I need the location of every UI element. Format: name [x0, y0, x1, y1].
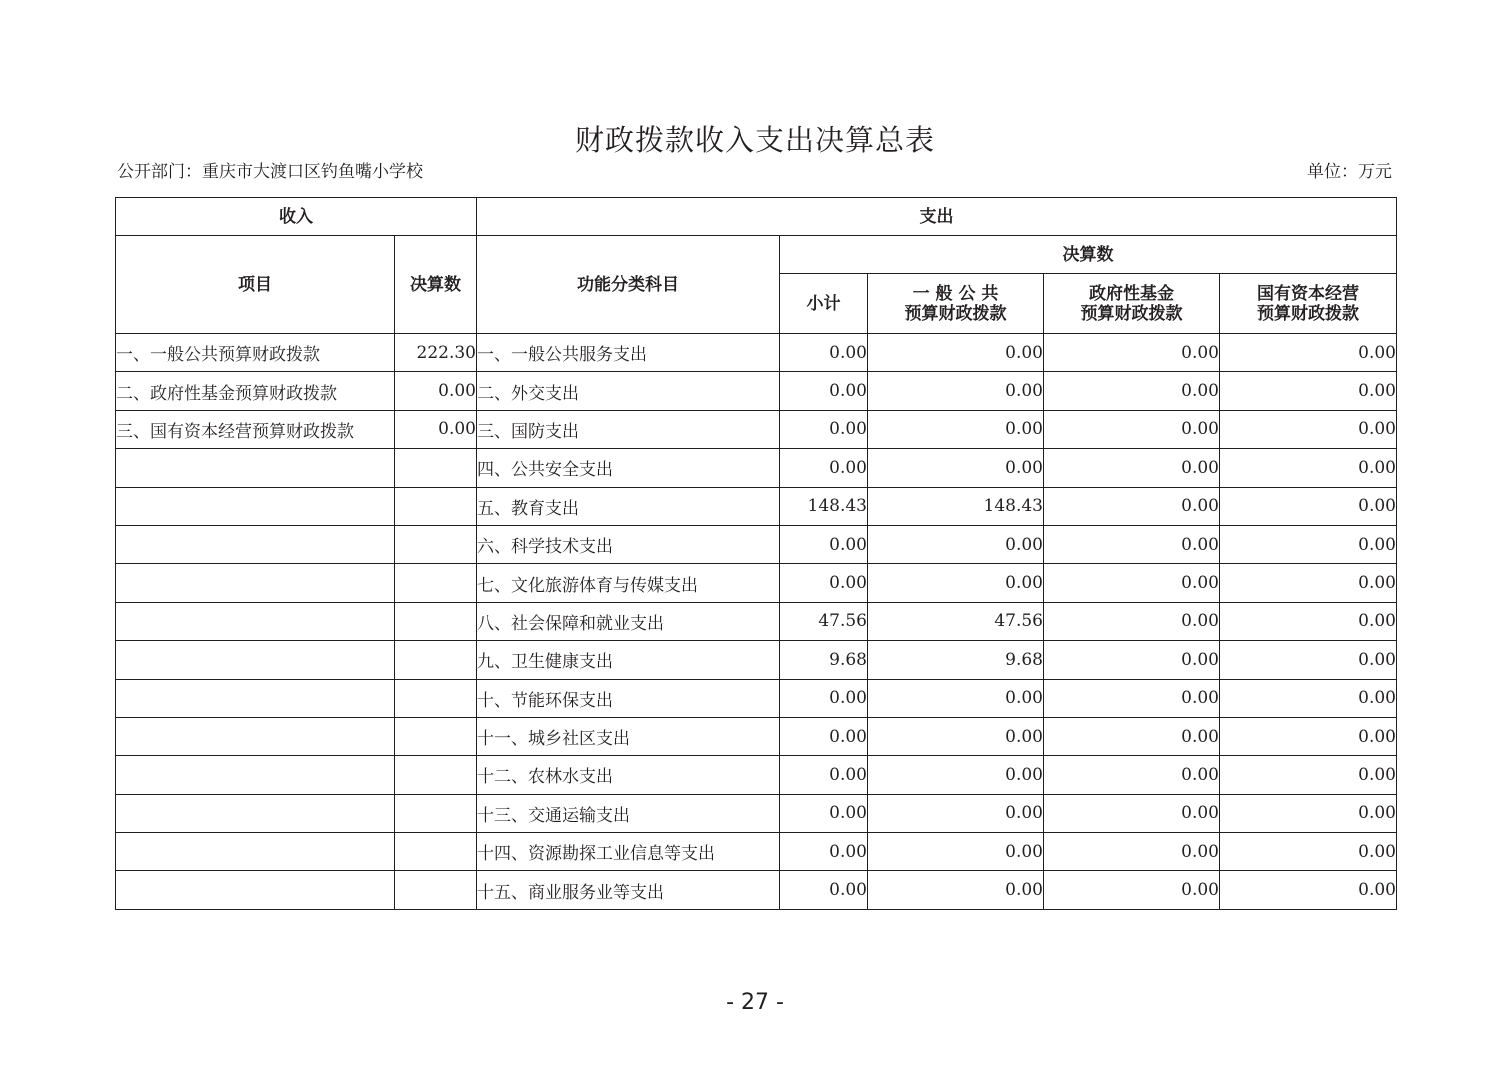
general-public-cell: 0.00: [868, 372, 1044, 410]
subtotal-cell: 0.00: [780, 679, 868, 717]
function-category-cell: 四、公共安全支出: [477, 449, 780, 487]
department-label: 公开部门：重庆市大渡口区钓鱼嘴小学校: [117, 162, 423, 182]
income-amount-cell: 0.00: [395, 372, 477, 410]
subtotal-cell: 0.00: [780, 871, 868, 909]
general-public-cell: 0.00: [868, 525, 1044, 563]
subtotal-cell: 148.43: [780, 487, 868, 525]
table-row: [116, 602, 1397, 640]
income-amount-cell: 0.00: [395, 410, 477, 448]
income-item-cell: [116, 602, 395, 640]
table-row: [116, 487, 1397, 525]
subtotal-cell: 0.00: [780, 717, 868, 755]
function-category-cell: 一、一般公共服务支出: [477, 334, 780, 372]
income-amount-cell: [395, 487, 477, 525]
function-category-cell: 十一、城乡社区支出: [477, 717, 780, 755]
gov-fund-header-line2: 预算财政拨款: [1080, 303, 1183, 324]
income-item-cell: 二、政府性基金预算财政拨款: [116, 372, 395, 410]
subtotal-cell: 47.56: [780, 602, 868, 640]
subtotal-header: 小计: [780, 274, 868, 334]
gov-fund-cell: 0.00: [1044, 717, 1220, 755]
state-capital-cell: 0.00: [1220, 564, 1397, 602]
function-category-cell: 七、文化旅游体育与传媒支出: [477, 564, 780, 602]
gov-fund-cell: 0.00: [1044, 641, 1220, 679]
function-category-cell: 十五、商业服务业等支出: [477, 871, 780, 909]
state-capital-cell: 0.00: [1220, 372, 1397, 410]
general-public-cell: 9.68: [868, 641, 1044, 679]
gov-fund-header: [1044, 274, 1220, 334]
gov-fund-cell: 0.00: [1044, 410, 1220, 448]
general-public-cell: 0.00: [868, 794, 1044, 832]
function-category-cell: 九、卫生健康支出: [477, 641, 780, 679]
income-item-cell: [116, 525, 395, 563]
income-amount-cell: [395, 679, 477, 717]
unit-label: 单位：万元: [1307, 162, 1392, 182]
gov-fund-cell: 0.00: [1044, 679, 1220, 717]
gov-fund-cell: 0.00: [1044, 602, 1220, 640]
income-amount-cell: [395, 794, 477, 832]
table-row: [116, 833, 1397, 871]
budget-table: [115, 197, 1397, 910]
general-public-header-line2: 预算财政拨款: [904, 303, 1007, 324]
function-category-cell: 三、国防支出: [477, 410, 780, 448]
general-public-cell: 0.00: [868, 717, 1044, 755]
table-row: [116, 641, 1397, 679]
state-capital-cell: 0.00: [1220, 334, 1397, 372]
income-amount-cell: 222.30: [395, 334, 477, 372]
state-capital-cell: 0.00: [1220, 641, 1397, 679]
gov-fund-cell: 0.00: [1044, 871, 1220, 909]
gov-fund-cell: 0.00: [1044, 564, 1220, 602]
gov-fund-cell: 0.00: [1044, 756, 1220, 794]
table-row: [116, 449, 1397, 487]
subtotal-cell: 0.00: [780, 756, 868, 794]
general-public-header-line1: 一 般 公 共: [912, 283, 999, 304]
state-capital-cell: 0.00: [1220, 756, 1397, 794]
state-capital-cell: 0.00: [1220, 717, 1397, 755]
state-capital-cell: 0.00: [1220, 487, 1397, 525]
gov-fund-cell: 0.00: [1044, 833, 1220, 871]
subtotal-cell: 0.00: [780, 410, 868, 448]
state-capital-cell: 0.00: [1220, 871, 1397, 909]
subtotal-cell: 0.00: [780, 449, 868, 487]
gov-fund-cell: 0.00: [1044, 449, 1220, 487]
function-category-header: 功能分类科目: [477, 236, 780, 334]
general-public-cell: 0.00: [868, 679, 1044, 717]
state-capital-cell: 0.00: [1220, 449, 1397, 487]
subtotal-cell: 9.68: [780, 641, 868, 679]
general-public-cell: 0.00: [868, 871, 1044, 909]
income-item-cell: 一、一般公共预算财政拨款: [116, 334, 395, 372]
general-public-cell: 0.00: [868, 564, 1044, 602]
income-amount-cell: [395, 833, 477, 871]
general-public-cell: 0.00: [868, 334, 1044, 372]
income-item-cell: [116, 794, 395, 832]
income-amount-header: 决算数: [395, 236, 477, 334]
income-item-cell: [116, 449, 395, 487]
table-row: [116, 334, 1397, 372]
function-category-cell: 八、社会保障和就业支出: [477, 602, 780, 640]
state-capital-header-line1: 国有资本经营: [1257, 283, 1359, 304]
income-amount-cell: [395, 564, 477, 602]
state-capital-cell: 0.00: [1220, 679, 1397, 717]
income-item-cell: [116, 487, 395, 525]
subtotal-cell: 0.00: [780, 833, 868, 871]
income-amount-cell: [395, 871, 477, 909]
general-public-cell: 148.43: [868, 487, 1044, 525]
general-public-cell: 47.56: [868, 602, 1044, 640]
income-item-cell: 三、国有资本经营预算财政拨款: [116, 410, 395, 448]
state-capital-cell: 0.00: [1220, 602, 1397, 640]
table-row: [116, 564, 1397, 602]
state-capital-cell: 0.00: [1220, 833, 1397, 871]
gov-fund-cell: 0.00: [1044, 794, 1220, 832]
income-amount-cell: [395, 525, 477, 563]
table-row: [116, 679, 1397, 717]
income-item-cell: [116, 641, 395, 679]
income-item-cell: [116, 717, 395, 755]
state-capital-header-line2: 预算财政拨款: [1257, 303, 1359, 324]
gov-fund-cell: 0.00: [1044, 487, 1220, 525]
page-title: 财政拨款收入支出决算总表: [574, 123, 935, 157]
general-public-cell: 0.00: [868, 449, 1044, 487]
income-item-cell: [116, 833, 395, 871]
general-public-cell: 0.00: [868, 410, 1044, 448]
function-category-cell: 二、外交支出: [477, 372, 780, 410]
gov-fund-header-line1: 政府性基金: [1089, 283, 1174, 304]
function-category-cell: 十、节能环保支出: [477, 679, 780, 717]
table-row: [116, 410, 1397, 448]
general-public-cell: 0.00: [868, 756, 1044, 794]
subtotal-cell: 0.00: [780, 794, 868, 832]
subtotal-cell: 0.00: [780, 334, 868, 372]
state-capital-header: [1220, 274, 1397, 334]
general-public-cell: 0.00: [868, 833, 1044, 871]
expenditure-header: 支出: [477, 198, 1397, 236]
gov-fund-cell: 0.00: [1044, 334, 1220, 372]
income-header: 收入: [116, 198, 477, 236]
income-item-cell: [116, 679, 395, 717]
final-amount-group-header: 决算数: [780, 236, 1397, 274]
income-item-cell: [116, 564, 395, 602]
function-category-cell: 五、教育支出: [477, 487, 780, 525]
table-row: [116, 871, 1397, 909]
gov-fund-cell: 0.00: [1044, 525, 1220, 563]
table-row: [116, 794, 1397, 832]
table-row: [116, 756, 1397, 794]
function-category-cell: 十三、交通运输支出: [477, 794, 780, 832]
table-row: [116, 525, 1397, 563]
state-capital-cell: 0.00: [1220, 794, 1397, 832]
state-capital-cell: 0.00: [1220, 410, 1397, 448]
function-category-cell: 六、科学技术支出: [477, 525, 780, 563]
income-item-cell: [116, 871, 395, 909]
gov-fund-cell: 0.00: [1044, 372, 1220, 410]
item-header: 项目: [116, 236, 395, 334]
income-item-cell: [116, 756, 395, 794]
subtotal-cell: 0.00: [780, 372, 868, 410]
income-amount-cell: [395, 602, 477, 640]
subtotal-cell: 0.00: [780, 564, 868, 602]
income-amount-cell: [395, 717, 477, 755]
income-amount-cell: [395, 449, 477, 487]
function-category-cell: 十二、农林水支出: [477, 756, 780, 794]
income-amount-cell: [395, 756, 477, 794]
table-row: [116, 717, 1397, 755]
state-capital-cell: 0.00: [1220, 525, 1397, 563]
income-amount-cell: [395, 641, 477, 679]
table-row: [116, 372, 1397, 410]
function-category-cell: 十四、资源勘探工业信息等支出: [477, 833, 780, 871]
page-number: - 27 -: [726, 990, 784, 1015]
subtotal-cell: 0.00: [780, 525, 868, 563]
general-public-header: [868, 274, 1044, 334]
